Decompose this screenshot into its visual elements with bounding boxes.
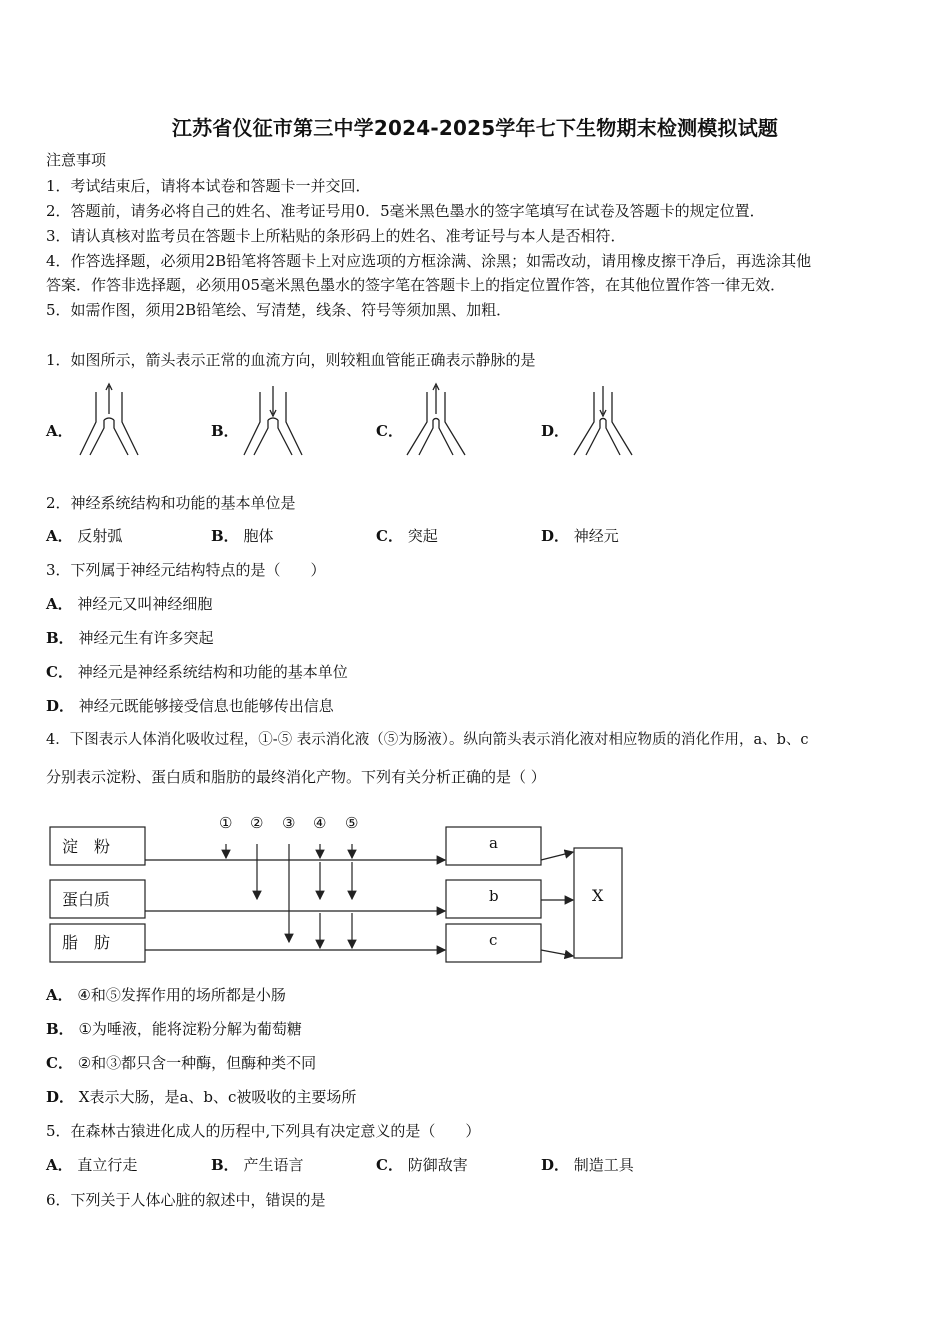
vessel-figure-a <box>78 380 140 460</box>
q5-option-d[interactable] <box>541 1155 634 1175</box>
q3-option-d[interactable] <box>46 696 334 716</box>
q5-option-a[interactable] <box>46 1155 137 1175</box>
notice-item: 4．作答选择题，必须用2B铅笔将答题卡上对应选项的方框涂满、涂黑；如需改动，请用橡皮擦干净后，再选涂其他 <box>46 252 812 270</box>
notice-item: 3．请认真核对监考员在答题卡上所粘贴的条形码上的姓名、准考证号与本人是否相符． <box>46 227 626 245</box>
option-text: 突起 <box>407 527 438 545</box>
q1-option-c-label: C． <box>376 422 403 440</box>
option-letter: D． <box>46 697 75 715</box>
q5-stem: 5．在森林古猿进化成人的历程中,下列具有决定意义的是（ ） <box>46 1122 481 1140</box>
option-text: 制造工具 <box>573 1156 634 1174</box>
q1-option-d-label: D． <box>541 422 570 440</box>
page-title: 江苏省仪征市第三中学2024-2025学年七下生物期末检测模拟试题 <box>171 116 779 140</box>
q2-option-d[interactable] <box>541 526 619 546</box>
option-text: 神经元 <box>573 527 619 545</box>
option-letter: B． <box>211 1156 239 1174</box>
q3-option-a[interactable] <box>46 594 212 614</box>
option-letter: D． <box>46 1088 75 1106</box>
option-letter: C． <box>46 1054 73 1072</box>
q1-stem: 1．如图所示，箭头表示正常的血流方向，则较粗血管能正确表示静脉的是 <box>46 351 536 369</box>
q4-stem-line1: 4．下图表示人体消化吸收过程，①-⑤ 表示消化液（⑤为肠液）。纵向箭头表示消化液对相应物质的消化作用，a、b、c <box>46 732 809 748</box>
q2-option-c[interactable] <box>376 526 438 546</box>
option-letter: A． <box>46 527 73 545</box>
option-letter: C． <box>46 663 73 681</box>
q3-stem: 3．下列属于神经元结构特点的是（ ） <box>46 561 326 579</box>
juice-label-3: ③ <box>282 814 296 832</box>
vessel-figure-d <box>572 380 634 460</box>
q4-option-c[interactable] <box>46 1053 316 1073</box>
q4-option-a[interactable] <box>46 985 286 1005</box>
option-letter: C． <box>376 1156 403 1174</box>
substance-label-starch: 淀 粉 <box>62 837 111 856</box>
option-letter: C． <box>376 527 403 545</box>
organ-label-x: X <box>592 886 604 905</box>
q1-option-a-label: A． <box>46 422 73 440</box>
q2-option-b[interactable] <box>211 526 273 546</box>
option-letter: A． <box>46 1156 73 1174</box>
q3-option-b[interactable] <box>46 628 213 648</box>
juice-label-1: ① <box>219 814 233 832</box>
option-letter: B． <box>46 629 74 647</box>
option-letter: A． <box>46 986 73 1004</box>
option-letter: B． <box>211 527 239 545</box>
notice-item: 5．如需作图，须用2B铅笔绘、写清楚，线条、符号等须加黑、加粗． <box>46 301 512 319</box>
notice-item: 2．答题前，请务必将自己的姓名、准考证号用0．5毫米黑色墨水的签字笔填写在试卷及答题卡的规定位置． <box>46 202 765 220</box>
option-letter: D． <box>541 527 570 545</box>
option-letter: A． <box>46 595 73 613</box>
option-text: 神经元又叫神经细胞 <box>77 595 213 613</box>
q2-option-a[interactable] <box>46 526 122 546</box>
option-text: 神经元是神经系统结构和功能的基本单位 <box>77 663 348 681</box>
q6-stem: 6．下列关于人体心脏的叙述中，错误的是 <box>46 1191 326 1209</box>
option-text: 反射弧 <box>77 527 123 545</box>
option-text: 神经元既能够接受信息也能够传出信息 <box>78 697 334 715</box>
q5-option-c[interactable] <box>376 1155 468 1175</box>
option-text: ①为唾液，能将淀粉分解为葡萄糖 <box>78 1020 302 1038</box>
option-text: 直立行走 <box>77 1156 138 1174</box>
option-text: 神经元生有许多突起 <box>78 629 214 647</box>
product-label-a: a <box>489 834 498 852</box>
option-text: 防御敌害 <box>407 1156 468 1174</box>
q1-option-b-label: B． <box>211 422 239 440</box>
notice-item: 答案．作答非选择题，必须用05毫米黑色墨水的签字笔在答题卡上的指定位置作答，在其他位置作答一律无效． <box>46 276 786 294</box>
digestion-diagram <box>46 808 631 968</box>
q4-stem-line2: 分别表示淀粉、蛋白质和脂肪的最终消化产物。下列有关分析正确的是（ ） <box>46 768 546 786</box>
option-text: 胞体 <box>243 527 274 545</box>
option-letter: B． <box>46 1020 74 1038</box>
product-label-b: b <box>489 887 499 905</box>
option-text: ②和③都只含一种酶，但酶种类不同 <box>77 1054 317 1072</box>
juice-label-2: ② <box>250 814 264 832</box>
notice-heading: 注意事项 <box>46 151 107 169</box>
q5-option-b[interactable] <box>211 1155 303 1175</box>
option-letter: D． <box>541 1156 570 1174</box>
substance-label-fat: 脂 肪 <box>62 933 111 952</box>
vessel-figure-c <box>405 380 467 460</box>
q2-stem: 2．神经系统结构和功能的基本单位是 <box>46 494 296 512</box>
notice-item: 1．考试结束后，请将本试卷和答题卡一并交回． <box>46 177 371 195</box>
option-text: ④和⑤发挥作用的场所都是小肠 <box>77 986 286 1004</box>
option-text: X表示大肠，是a、b、c被吸收的主要场所 <box>78 1088 357 1106</box>
option-text: 产生语言 <box>243 1156 304 1174</box>
vessel-figure-b <box>242 380 304 460</box>
juice-label-4: ④ <box>313 814 327 832</box>
q4-option-b[interactable] <box>46 1019 302 1039</box>
q4-option-d[interactable] <box>46 1087 356 1107</box>
juice-label-5: ⑤ <box>345 814 359 832</box>
product-label-c: c <box>489 931 498 949</box>
q3-option-c[interactable] <box>46 662 348 682</box>
substance-label-protein: 蛋白质 <box>62 890 111 909</box>
